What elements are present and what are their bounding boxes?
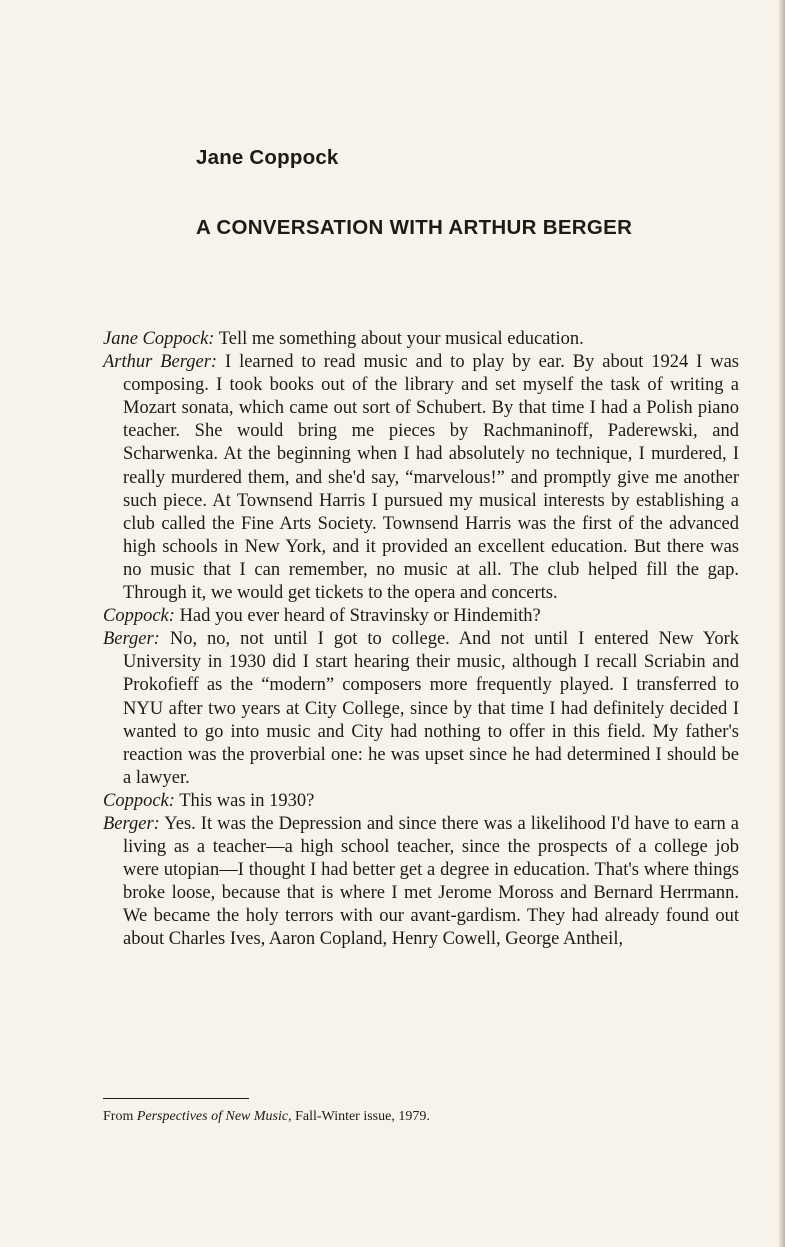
- dialogue-turn: [103, 628, 739, 790]
- dialogue-body: [103, 328, 739, 952]
- dialogue-turn: [103, 813, 739, 952]
- turn-text: I learned to read music and to play by ear. By about 1924 I was composing. I took books out of the library and set myself the task of writing a Mozart sonata, which came out sort of Schubert. By that time I had a Polish piano teacher. She would bring me pieces by Rachmaninoff, Paderewski, and Scharwenka. At the beginning when I had absolutely no technique, I murdered, I really murdered them, and she'd say, “marvelous!” and promptly give me another such piece. At Townsend Harris I pursued my musical interests by establishing a club called the Fine Arts Society. Townsend Harris was the first of the advanced high schools in New York, and it provided an excellent education. But there was no music that I can remember, no music at all. The club helped fill the gap. Through it, we would get tickets to the opera and concerts.: [123, 352, 739, 604]
- footnote: [103, 1108, 430, 1126]
- speaker-name: Coppock:: [103, 606, 175, 627]
- speaker-name: Berger:: [103, 629, 160, 650]
- speaker-name: Coppock:: [103, 790, 175, 811]
- footnote-rule: [103, 1098, 249, 1099]
- turn-text: No, no, not until I got to college. And not until I entered New York University in 1930 did I start hearing their music, although I recall Scriabin and Prokofieff as the “modern” composers more frequently played. I transferred to NYU after two years at City College, since by that time I had definitely decided I wanted to go into music and City had nothing to offer in this field. My father's reaction was the proverbial one: he was upset since he had determined I should be a lawyer.: [123, 629, 740, 788]
- speaker-name: Jane Coppock:: [103, 329, 215, 349]
- turn-text: Yes. It was the Depression and since there was a likelihood I'd have to earn a living as a teacher—a high school teacher, since the prospects of a college job were utopian—I thought I had better get a degree in education. That's where things broke loose, because that is where I met Jerome Moross and Bernard Herrmann. We became the holy terrors with our avant-gardism. They had already found out about Charles Ives, Aaron Copland, Henry Cowell, George Antheil,: [123, 813, 739, 950]
- turn-text: Tell me something about your musical education.: [218, 329, 584, 349]
- turn-text: This was in 1930?: [179, 790, 315, 811]
- dialogue-turn: [103, 790, 739, 813]
- dialogue-turn: [103, 351, 739, 605]
- footnote-suffix: Fall-Winter issue, 1979.: [295, 1109, 430, 1124]
- footnote-source: Perspectives of New Music,: [136, 1109, 292, 1124]
- article-title: A CONVERSATION WITH ARTHUR BERGER: [196, 216, 633, 239]
- turn-text: Had you ever heard of Stravinsky or Hindemith?: [179, 606, 541, 627]
- page-edge: [779, 0, 785, 1247]
- footnote-prefix: From: [103, 1109, 134, 1124]
- author-name: Jane Coppock: [196, 146, 339, 169]
- speaker-name: Berger:: [103, 813, 160, 834]
- dialogue-turn: [103, 605, 739, 628]
- dialogue-turn: [103, 328, 739, 351]
- speaker-name: Arthur Berger:: [103, 352, 218, 373]
